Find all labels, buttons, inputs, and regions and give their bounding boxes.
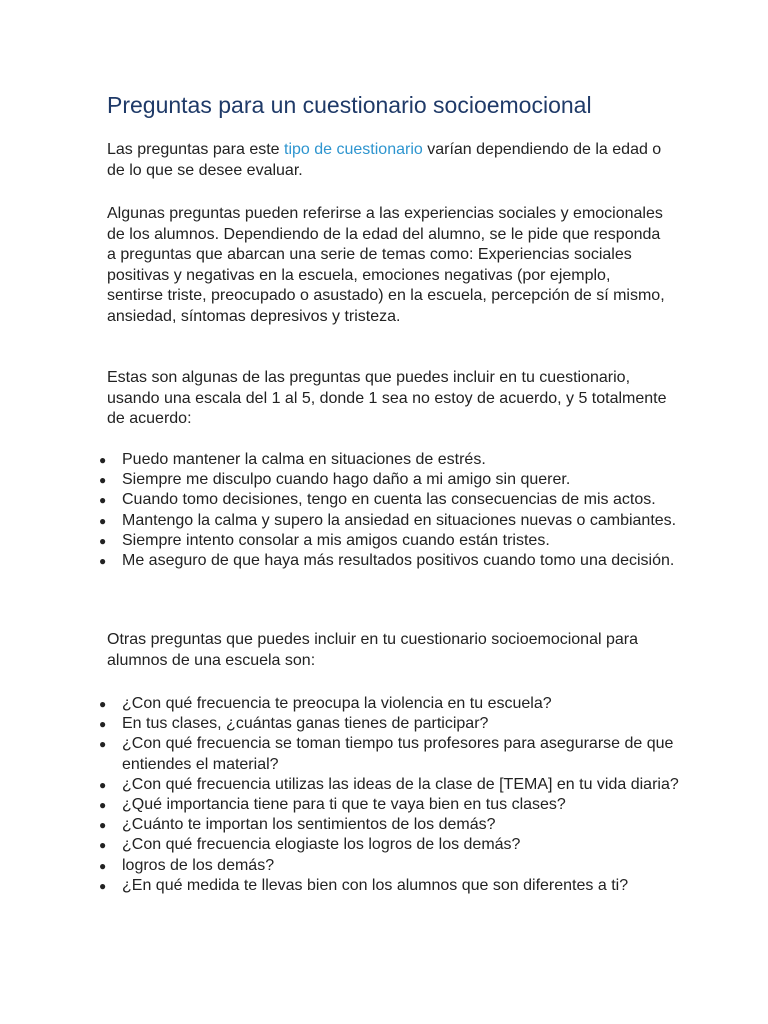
bullet-icon: ●: [99, 453, 107, 467]
bullet-icon: ●: [99, 554, 107, 569]
bullet-icon: ●: [99, 878, 107, 893]
list-item-text: Mantengo la calma y supero la ansiedad en situaciones nuevas o cambiantes.: [122, 511, 677, 529]
list-item: [0, 551, 680, 571]
list-item-text: ¿Con qué frecuencia te preocupa la violencia en tu escuela?: [122, 695, 552, 712]
list-item-text: ¿Con qué frecuencia utilizas las ideas de la clase de [TEMA] en tu vida diaria?: [122, 775, 679, 793]
bullet-icon: ●: [99, 697, 107, 711]
list-item-text: ¿Con qué frecuencia se toman tiempo tus profesores para asegurarse de que entiendes el material?: [122, 735, 674, 773]
bullet-icon: ●: [99, 777, 107, 792]
questionnaire-type-link[interactable]: tipo de cuestionario: [284, 141, 423, 158]
list-item: [0, 734, 680, 774]
list-item-text: Me aseguro de que haya más resultados positivos cuando tomo una decisión.: [122, 552, 675, 570]
experiences-paragraph: Algunas preguntas pueden referirse a las experiencias sociales y emocionales de los alumnos. Dependiendo de la edad del alumno, se le pide que responda a preguntas que abarcan una serie de temas como: Experiencias sociales positivas y negativas en la escuela, emociones negativas (por ejemplo, sentirse triste, preocupado o asustado) en la escuela, percepción de sí mismo, ansiedad, síntomas depresivos y tristeza.: [107, 205, 665, 325]
list-item: [0, 511, 680, 531]
list-item: [0, 835, 680, 855]
list-item-text: Puedo mantener la calma en situaciones de estrés.: [122, 451, 486, 468]
intro-text-before: Las preguntas para este: [107, 141, 285, 158]
list-item-text: En tus clases, ¿cuántas ganas tienes de participar?: [122, 715, 489, 733]
list-item-text: ¿Con qué frecuencia elogiaste los logros de los demás?: [122, 836, 521, 854]
list-item: [0, 775, 680, 795]
bullet-icon: ●: [99, 798, 107, 813]
intro-text-after: varían dependiendo de la edad o de lo que se desee evaluar.: [107, 141, 662, 179]
list-item-text: Cuando tomo decisiones, tengo en cuenta las consecuencias de mis actos.: [122, 491, 656, 509]
list-item: [0, 490, 680, 510]
list-item-text: ¿Cuánto te importan los sentimientos de los demás?: [122, 816, 496, 834]
list-item: [0, 876, 680, 896]
bullet-icon: ●: [99, 493, 107, 508]
bullet-icon: ●: [99, 737, 107, 752]
bullet-icon: ●: [99, 858, 107, 873]
page-title: Preguntas para un cuestionario socioemocional: [107, 92, 592, 118]
list-item-text: Siempre me disculpo cuando hago daño a mi amigo sin querer.: [122, 471, 571, 489]
list-item-text: ¿Qué importancia tiene para ti que te vaya bien en tus clases?: [122, 796, 566, 814]
list-item-text: logros de los demás?: [122, 856, 275, 874]
list-item: [0, 795, 680, 815]
list-item: [0, 815, 680, 835]
list-item: [0, 714, 680, 734]
list-item: [0, 531, 680, 551]
school-question-list: [0, 694, 680, 896]
other-questions-paragraph: Otras preguntas que puedes incluir en tu cuestionario socioemocional para alumnos de una escuela son:: [107, 631, 638, 669]
list-item: [0, 470, 680, 490]
bullet-icon: ●: [99, 473, 107, 488]
list-item: [0, 856, 680, 876]
list-item-text: ¿En qué medida te llevas bien con los alumnos que son diferentes a ti?: [122, 876, 629, 894]
list-item: [0, 694, 680, 714]
bullet-icon: ●: [99, 838, 107, 853]
bullet-icon: ●: [99, 533, 107, 548]
bullet-icon: ●: [99, 818, 107, 833]
bullet-icon: ●: [99, 513, 107, 528]
scale-paragraph: Estas son algunas de las preguntas que puedes incluir en tu cuestionario, usando una escala del 1 al 5, donde 1 sea no estoy de acuerdo, y 5 totalmente de acuerdo:: [107, 369, 667, 427]
intro-paragraph: [107, 140, 667, 181]
bullet-icon: ●: [99, 717, 107, 732]
list-item-text: Siempre intento consolar a mis amigos cuando están tristes.: [122, 531, 550, 549]
list-item: [0, 450, 680, 470]
scale-question-list: [0, 450, 680, 571]
